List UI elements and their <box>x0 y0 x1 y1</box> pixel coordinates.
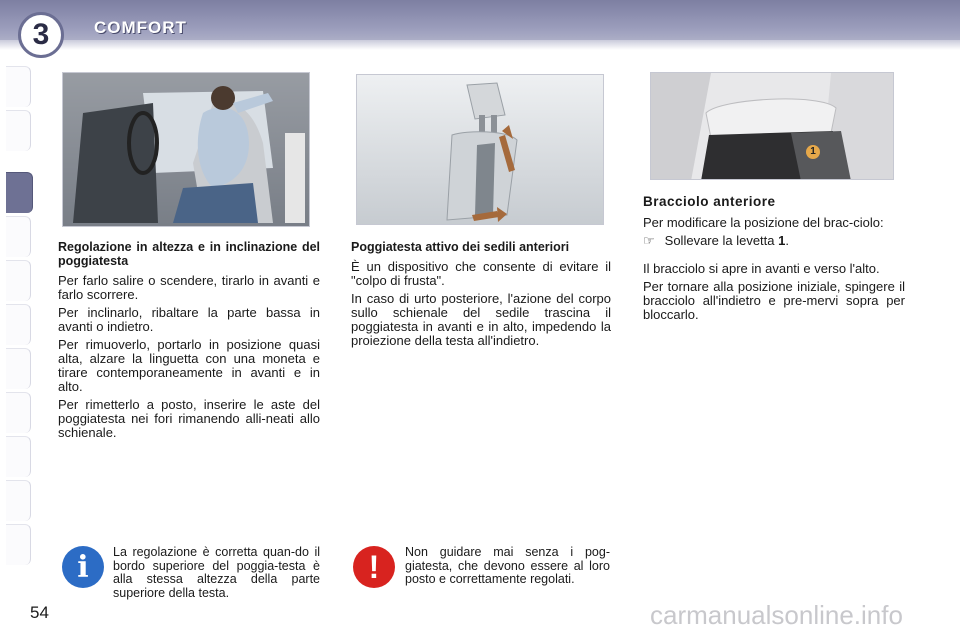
page-number: 54 <box>30 603 49 622</box>
paragraph: Per tornare alla posizione iniziale, spingere il bracciolo all'indietro e pre-mervi sopra per bloccarlo. <box>643 279 905 322</box>
chapter-tab[interactable] <box>6 216 31 257</box>
paragraph: Per modificare la posizione del brac-ciolo: <box>643 215 884 230</box>
bullet-text: Sollevare la levetta 1. <box>664 233 789 248</box>
header-divider <box>0 40 960 50</box>
chapter-tab-rail <box>0 66 30 574</box>
chapter-tab[interactable] <box>6 524 31 565</box>
chapter-tab[interactable] <box>6 480 31 521</box>
chapter-tab[interactable] <box>6 260 31 301</box>
armrest-section <box>643 216 905 326</box>
paragraph: Il bracciolo si apre in avanti e verso l'alto. <box>643 261 880 276</box>
chapter-number: 3 <box>32 18 50 51</box>
chapter-tab[interactable] <box>6 348 31 389</box>
info-note: La regolazione è corretta quan-do il bordo superiore del poggia-testa è alla stessa altezza della parte superiore della testa. <box>113 545 320 600</box>
paragraph: È un dispositivo che consente di evitare il "colpo di frusta". <box>351 259 611 288</box>
section-title: Regolazione in altezza e in inclinazione del poggiatesta <box>58 240 320 268</box>
chapter-tab[interactable] <box>6 66 31 107</box>
headrest-adjust-photo <box>62 72 310 227</box>
armrest-photo <box>650 72 894 180</box>
chapter-tab[interactable] <box>6 110 31 151</box>
instruction-bullet <box>643 234 905 248</box>
paragraph: Per farlo salire o scendere, tirarlo in avanti e farlo scorrere. <box>58 273 320 302</box>
chapter-title: COMFORT <box>94 18 187 37</box>
chapter-tab[interactable] <box>6 304 31 345</box>
watermark: carmanualsonline.info <box>650 600 903 630</box>
paragraph: Per rimuoverlo, portarlo in posizione quasi alta, alzare la linguetta con una moneta e tirare contemporaneamente in avanti e in alto. <box>58 337 320 394</box>
chapter-badge <box>18 12 64 58</box>
chapter-tab[interactable] <box>6 392 31 433</box>
active-headrest-section <box>351 240 611 352</box>
section-title: Poggiatesta attivo dei sedili anteriori <box>351 240 570 254</box>
section-title: Bracciolo anteriore <box>643 194 776 209</box>
paragraph: In caso di urto posteriore, l'azione del corpo sullo schienale del sedile trascina il poggiatesta in avanti e in alto, impedendo la proiezione della testa all'indietro. <box>351 291 611 348</box>
chapter-tab-active[interactable] <box>6 172 33 213</box>
warning-icon: ! <box>353 546 395 588</box>
chapter-tab[interactable] <box>6 436 31 477</box>
pointing-hand-icon: ☞ <box>643 233 655 248</box>
active-headrest-diagram <box>356 74 604 225</box>
paragraph: Per rimetterlo a posto, inserire le aste del poggiatesta nei fori rimanendo alli-neati allo schienale. <box>58 397 320 440</box>
info-icon: i <box>62 546 104 588</box>
armrest-lever-marker: 1 <box>806 145 820 159</box>
headrest-adjust-section <box>58 240 320 444</box>
warning-note: Non guidare mai senza i pog-giatesta, che devono essere al loro posto e correttamente regolati. <box>405 545 610 586</box>
paragraph: Per inclinarlo, ribaltare la parte bassa in avanti o indietro. <box>58 305 320 334</box>
